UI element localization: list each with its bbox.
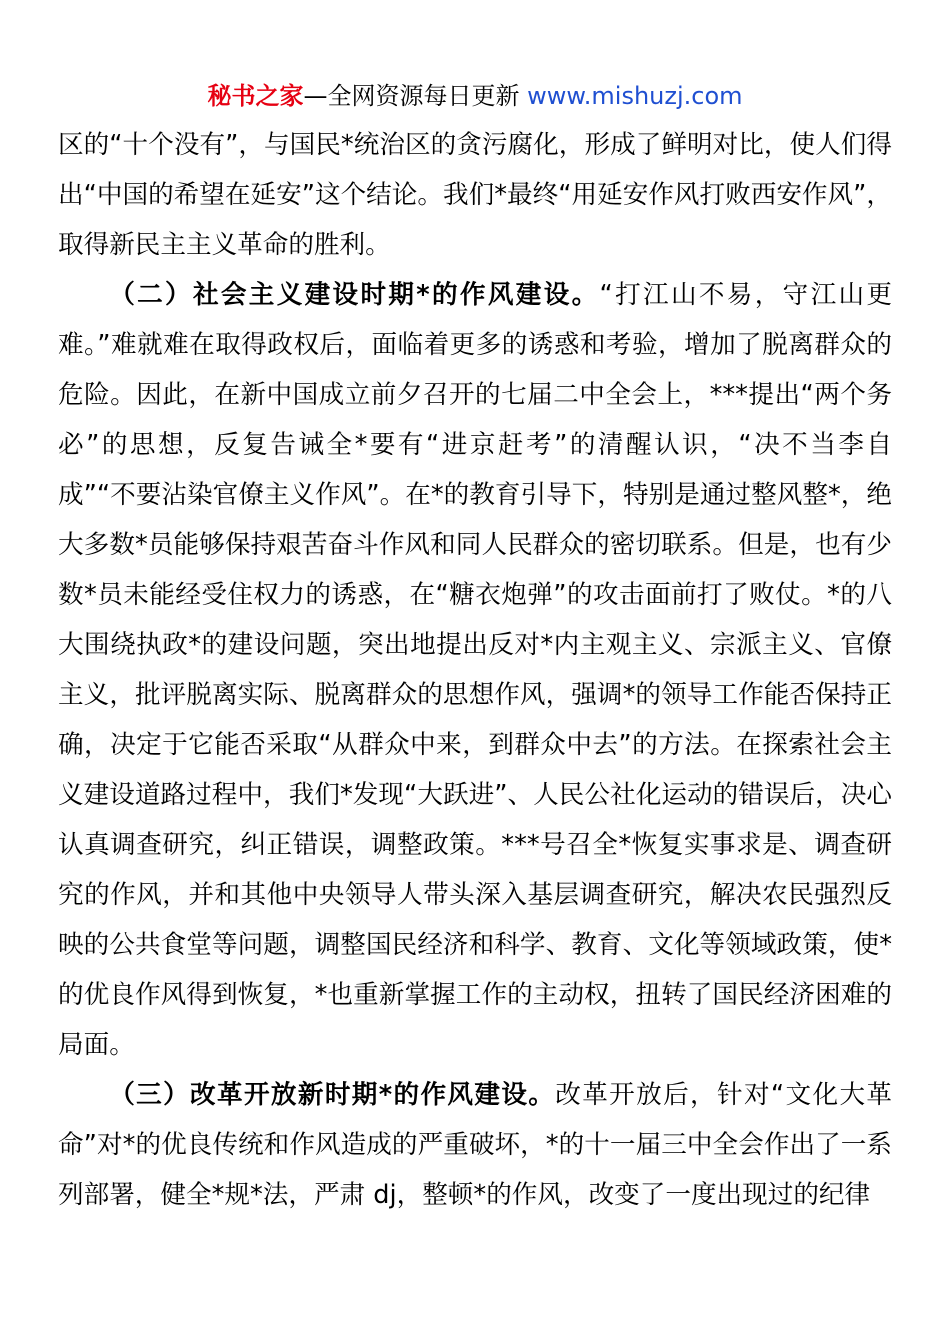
header-slogan: —全网资源每日更新 [303, 82, 520, 110]
paragraph-section-3 [58, 1070, 892, 1220]
paragraph-section-2 [58, 270, 892, 1070]
document-body [58, 120, 892, 1220]
paragraph-text: 改革开放后，针对“文化大革命”对*的优良传统和作风造成的严重破坏，*的十一届三中全会作出了一系列部署，健全*规*法，严肃 dj，整顿*的作风，改变了一度出现过的纪律 [58, 1080, 892, 1210]
site-url-link[interactable]: www.mishuzj.com [527, 82, 743, 110]
brand-name: 秘书之家 [207, 82, 304, 110]
section-heading: （二）社会主义建设时期*的作风建设。 [109, 280, 600, 310]
paragraph-text: “打江山不易，守江山更难。”难就难在取得政权后，面临着更多的诱惑和考验，增加了脱离群众的危险。因此，在新中国成立前夕召开的七届二中全会上，***提出“两个务必”的思想，反复告诫全*要有“进京赶考”的清醒认识，“决不当李自成”“不要沾染官僚主义作风”。在*的教育引导下，特别是通过整风整*，绝大多数*员能够保持艰苦奋斗作风和同人民群众的密切联系。但是，也有少数*员未能经受住权力的诱惑，在“糖衣炮弹”的攻击面前打了败仗。*的八大围绕执政*的建设问题，突出地提出反对*内主观主义、宗派主义、官僚主义，批评脱离实际、脱离群众的思想作风，强调*的领导工作能否保持正确，决定于它能否采取“从群众中来，到群众中去”的方法。在探索社会主义建设道路过程中，我们*发现“大跃进”、人民公社化运动的错误后，决心认真调查研究，纠正错误，调整政策。***号召全*恢复实事求是、调查研究的作风，并和其他中央领导人带头深入基层调查研究，解决农民强烈反映的公共食堂等问题，调整国民经济和科学、教育、文化等领域政策，使*的优良作风得到恢复，*也重新掌握工作的主动权，扭转了国民经济困难的局面。 [58, 280, 893, 1060]
section-heading: （三）改革开放新时期*的作风建设。 [109, 1080, 556, 1110]
page-header [0, 80, 950, 112]
paragraph-text: 区的“十个没有”，与国民*统治区的贪污腐化，形成了鲜明对比，使人们得出“中国的希望在延安”这个结论。我们*最终“用延安作风打败西安作风”，取得新民主主义革命的胜利。 [58, 130, 892, 260]
paragraph-continuation [58, 120, 892, 270]
